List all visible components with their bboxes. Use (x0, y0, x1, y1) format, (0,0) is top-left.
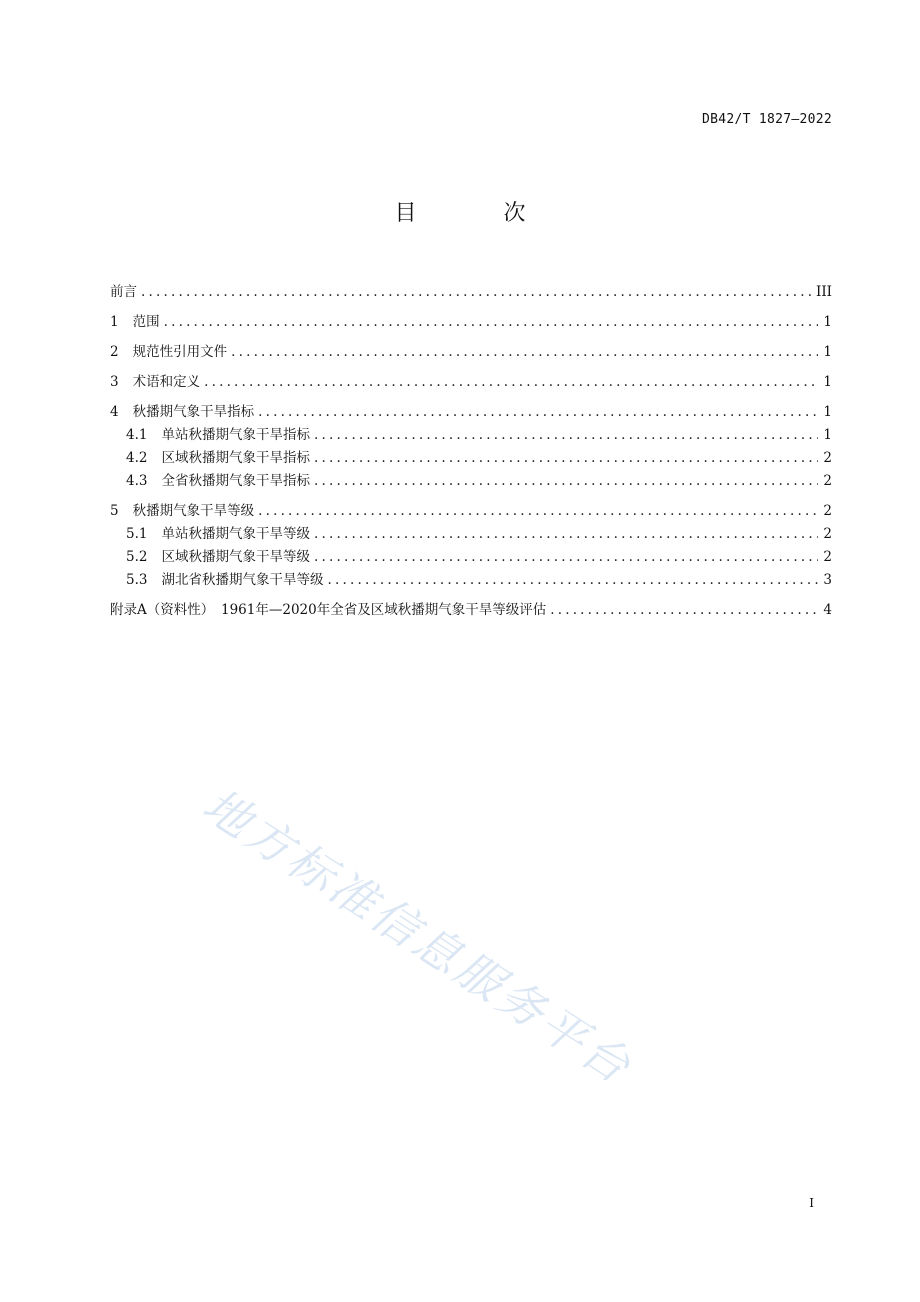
toc-entry-number: 5 (110, 503, 119, 519)
toc-entry-number: 5.2 (126, 549, 148, 565)
toc-leader-dots (314, 470, 818, 493)
toc-entry-number: 4 (110, 404, 119, 420)
toc-entry-title: 秋播期气象干旱指标 (132, 404, 255, 420)
toc-entry-page: 4 (823, 602, 832, 618)
toc-entry-page: 1 (823, 314, 832, 330)
toc-entry-number: 2 (110, 344, 119, 360)
toc-leader-dots (327, 569, 818, 592)
toc-entry[interactable] (110, 470, 832, 493)
toc-leader-dots (314, 424, 818, 447)
toc-entry[interactable] (110, 310, 832, 334)
toc-entry[interactable] (110, 424, 832, 447)
toc-entry-page: 1 (823, 404, 832, 420)
toc-entry-title: 单站秋播期气象干旱指标 (161, 427, 310, 443)
toc-entry-number: 5.1 (126, 526, 148, 542)
toc-entry-title: 术语和定义 (132, 374, 201, 390)
toc-entry-title: 范围 (132, 314, 160, 330)
toc-leader-dots (314, 546, 818, 569)
toc-entry-number: 5.3 (126, 572, 148, 588)
toc-entry-number: 1 (110, 314, 119, 330)
toc-entry-title: 全省秋播期气象干旱指标 (161, 473, 310, 489)
page-title: 目 次 (394, 201, 566, 226)
toc-entry[interactable] (110, 569, 832, 592)
toc-entry[interactable] (110, 499, 832, 523)
toc-entry[interactable] (110, 447, 832, 470)
toc-entry[interactable] (110, 546, 832, 569)
toc-entry-number: 3 (110, 374, 119, 390)
toc-entry-page: 2 (823, 473, 832, 489)
toc-entry-page: 2 (823, 503, 832, 519)
toc-entry-title: 单站秋播期气象干旱等级 (161, 526, 310, 542)
toc-entry-number: 4.1 (126, 427, 148, 443)
toc-entry[interactable] (110, 598, 832, 622)
toc-entry[interactable] (110, 370, 832, 394)
toc-entry-number: 4.3 (126, 473, 148, 489)
toc-leader-dots (258, 400, 818, 424)
toc-entry-page: 1 (823, 427, 832, 443)
toc-leader-dots (314, 447, 818, 470)
toc-entry-title: 区域秋播期气象干旱指标 (161, 450, 310, 466)
toc-entry[interactable] (110, 400, 832, 424)
toc-entry-title: 附录A（资料性） 1961年—2020年全省及区域秋播期气象干旱等级评估 (110, 602, 547, 618)
toc-leader-dots (550, 598, 818, 622)
toc-entry-title: 湖北省秋播期气象干旱等级 (161, 572, 324, 588)
toc-entry-number: 4.2 (126, 450, 148, 466)
toc-entry-page: 2 (823, 549, 832, 565)
toc-leader-dots (314, 523, 818, 546)
toc-entry-page: 1 (823, 344, 832, 360)
toc-leader-dots (141, 280, 812, 304)
toc-entry-page: 1 (823, 374, 832, 390)
table-of-contents (110, 280, 832, 622)
document-code: DB42/T 1827—2022 (701, 112, 832, 127)
toc-entry[interactable] (110, 280, 832, 304)
toc-entry-page: 2 (823, 526, 832, 542)
toc-entry-page: 3 (823, 572, 832, 588)
toc-leader-dots (258, 499, 818, 523)
toc-leader-dots (231, 340, 818, 364)
toc-entry-title: 前言 (110, 284, 137, 300)
toc-entry-title: 秋播期气象干旱等级 (132, 503, 255, 519)
toc-entry-title: 区域秋播期气象干旱等级 (161, 549, 310, 565)
watermark: 地方标准信息服务平台 (193, 777, 643, 1096)
toc-entry-page: 2 (823, 450, 832, 466)
toc-leader-dots (204, 370, 818, 394)
toc-leader-dots (164, 310, 818, 334)
toc-entry[interactable] (110, 523, 832, 546)
toc-entry-page: III (816, 284, 832, 300)
toc-entry-title: 规范性引用文件 (132, 344, 228, 360)
page-number: I (809, 1196, 814, 1210)
toc-entry[interactable] (110, 340, 832, 364)
